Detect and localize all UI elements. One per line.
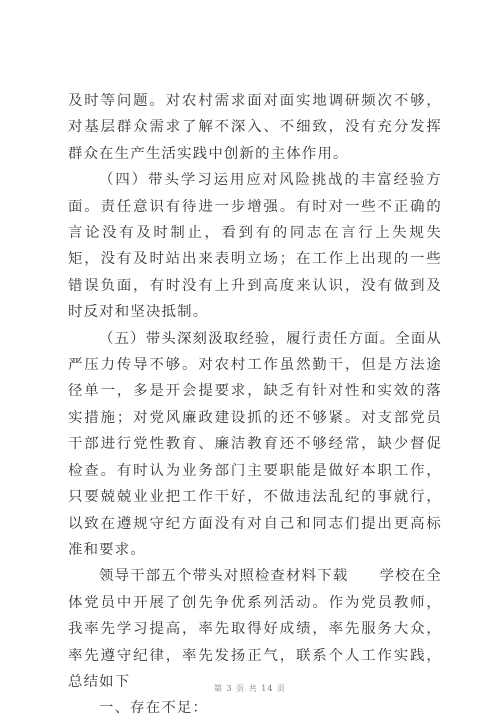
paragraph-section-five: （五）带头深刻汲取经验，履行责任方面。全面从严压力传导不够。对农村工作虽然勤干，但是方法途径单一，多是开会提要求，缺乏有针对性和实效的落实措施；对党风廉政建设抓的还不够紧。对支部党员干部进行党性教育、廉洁教育还不够经常，缺少督促检查。有时认为业务部门主要职能是做好本职工作，只要兢兢业业把工作干好，不做违法乱纪的事就行，以致在遵规守纪方面没有对自己和同志们提出更高标准和要求。 xyxy=(68,330,442,558)
document-body xyxy=(68,88,442,722)
section-heading: 一、存在不足： xyxy=(99,700,209,717)
page-footer: 第 3 页 共 14 页 xyxy=(214,684,286,693)
paragraph-continuation: 及时等问题。对农村需求面对面实地调研频次不够，对基层群众需求了解不深入、不细致，没有充分发挥群众在生产生活实践中创新的主体作用。 xyxy=(68,93,442,162)
paragraph-intro: 领导干部五个带头对照检查材料下载 学校在全体党员中开展了创先争优系列活动。作为党员教师，我率先学习提高，率先取得好成绩，率先服务大众，率先遵守纪律，率先发扬正气，联系个人工作实践，总结如下 xyxy=(68,568,442,690)
paragraph-section-four: （四）带头学习运用应对风险挑战的丰富经验方面。责任意识有待进一步增强。有时对一些不正确的言论没有及时制止，看到有的同志在言行上失规失矩，没有及时站出来表明立场；在工作上出现的一些错误负面，有时没有上升到高度来认识，没有做到及时反对和坚决抵制。 xyxy=(68,172,442,321)
